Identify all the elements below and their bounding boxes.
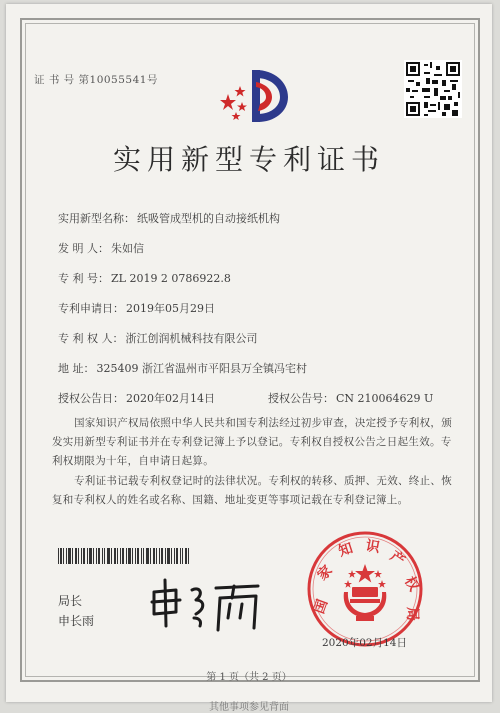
field-grant-date (58, 390, 215, 406)
field-label: 专 利 权 人： (58, 332, 124, 345)
field-value: 2020年02月14日 (126, 392, 215, 405)
cnipa-logo-icon (216, 64, 296, 128)
grant-statement-paragraph: 国家知识产权局依照中华人民共和国专利法经过初步审查，决定授予专利权，颁发实用新型专利证书并在专利登记簿上予以登记。专利权自授权公告之日起生效。专利权期限为十年，自申请日起算。 (52, 417, 452, 467)
field-label: 授权公告日： (58, 392, 124, 405)
field-value: 325409 浙江省温州市平阳县万全镇冯宅村 (96, 362, 307, 375)
field-value: ZL 2019 2 0786922.8 (111, 272, 231, 285)
svg-text:知: 知 (336, 540, 355, 560)
svg-text:国: 国 (311, 597, 332, 616)
official-seal-icon (306, 530, 424, 648)
svg-text:权: 权 (401, 573, 422, 595)
svg-text:家: 家 (314, 562, 336, 584)
barcode-icon (58, 548, 190, 564)
field-value: 浙江创润机械科技有限公司 (125, 332, 258, 345)
certificate-number: 证 书 号 第10055541号 (34, 74, 158, 86)
field-label: 实用新型名称： (58, 212, 135, 225)
field-address (58, 360, 307, 376)
field-application-date (58, 300, 215, 316)
handwritten-signature-icon (146, 574, 266, 634)
svg-text:识: 识 (364, 537, 381, 557)
field-patentee (58, 330, 258, 346)
page-number: 第 1 页（共 2 页） (206, 672, 292, 683)
field-label: 专 利 号： (58, 272, 109, 285)
certificate-page (6, 4, 492, 713)
director-title: 局长 (58, 594, 83, 608)
document-title: 实用新型专利证书 (112, 143, 385, 176)
field-grant-number (268, 390, 433, 406)
svg-text:局: 局 (404, 607, 420, 621)
qr-code-icon (404, 60, 462, 118)
field-label: 授权公告号： (268, 392, 334, 405)
field-utility-model-name (58, 210, 280, 226)
field-label: 专利申请日： (58, 302, 124, 315)
field-value: CN 210064629 U (336, 392, 434, 405)
issue-date: 2020年02月14日 (322, 637, 407, 649)
back-page-note: 其他事项参见背面 (209, 702, 289, 713)
field-value: 朱如信 (111, 242, 144, 255)
svg-text:产: 产 (386, 548, 408, 570)
legal-status-paragraph: 专利证书记载专利权登记时的法律状况。专利权的转移、质押、无效、终止、恢复和专利权人的姓名或名称、国籍、地址变更等事项记载在专利登记簿上。 (52, 475, 452, 506)
field-inventor (58, 240, 144, 256)
field-value: 2019年05月29日 (126, 302, 215, 315)
field-label: 地 址： (58, 362, 95, 375)
director-name: 申长雨 (58, 614, 95, 628)
field-patent-number (58, 270, 231, 286)
field-label: 发 明 人： (58, 242, 109, 255)
field-value: 纸吸管成型机的自动接纸机构 (137, 212, 280, 225)
